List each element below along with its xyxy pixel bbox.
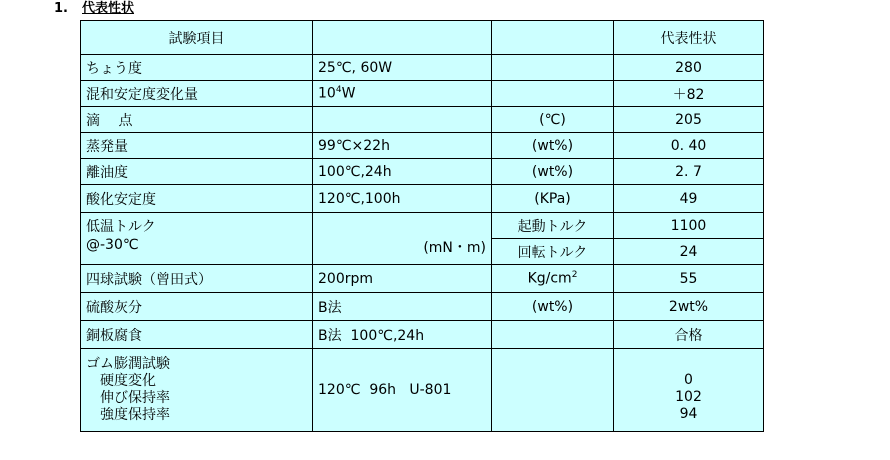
table-row-rubber	[81, 349, 764, 432]
row-condition: B法	[313, 293, 492, 321]
header-item: 試験項目	[81, 21, 313, 55]
row-condition	[313, 81, 492, 107]
table-header-row	[81, 21, 764, 55]
row-item: 離油度	[81, 159, 313, 185]
start-torque-label: 起動トルク	[492, 213, 614, 239]
row-item: 滴 点	[81, 107, 313, 133]
row-value: 55	[614, 265, 764, 293]
table-row	[81, 107, 764, 133]
row-value: 0. 40	[614, 133, 764, 159]
row-condition: 200rpm	[313, 265, 492, 293]
row-unit	[492, 321, 614, 349]
table-row	[81, 185, 764, 213]
rubber-values	[614, 349, 764, 432]
rubber-sub-item: 硬度変化	[100, 373, 156, 389]
row-item: 蒸発量	[81, 133, 313, 159]
table-row	[81, 293, 764, 321]
rubber-value: 102	[675, 388, 702, 405]
row-unit: (℃)	[492, 107, 614, 133]
rubber-item-title: ゴム膨潤試験	[86, 356, 170, 372]
row-condition: B法 100℃,24h	[313, 321, 492, 349]
row-condition	[313, 107, 492, 133]
row-value: ＋82	[614, 81, 764, 107]
table-row	[81, 133, 764, 159]
row-unit	[492, 265, 614, 293]
rubber-unit	[492, 349, 614, 432]
header-value: 代表性状	[614, 21, 764, 55]
table-row-low-temp-start	[81, 213, 764, 239]
low-temp-item	[81, 213, 313, 265]
row-unit: (wt%)	[492, 159, 614, 185]
table-row	[81, 55, 764, 81]
table-row	[81, 81, 764, 107]
rubber-sub-item: 強度保持率	[100, 407, 170, 423]
row-item: 酸化安定度	[81, 185, 313, 213]
section-number: 1.	[54, 1, 68, 16]
condition-superscript: 4	[335, 85, 342, 96]
row-condition: 100℃,24h	[313, 159, 492, 185]
row-unit	[492, 81, 614, 107]
low-temp-unit-label: (mN・m)	[423, 240, 486, 256]
row-item: 銅板腐食	[81, 321, 313, 349]
unit-superscript: 2	[571, 270, 578, 281]
row-unit: (wt%)	[492, 293, 614, 321]
start-torque-value: 1100	[614, 213, 764, 239]
rubber-value: 94	[679, 405, 698, 422]
row-item: 硫酸灰分	[81, 293, 313, 321]
row-unit: (KPa)	[492, 185, 614, 213]
run-torque-value: 24	[614, 239, 764, 265]
unit-base: Kg/cm	[527, 270, 572, 287]
condition-after: W	[341, 85, 356, 102]
table-row	[81, 321, 764, 349]
row-unit	[492, 55, 614, 81]
low-temp-condition	[313, 213, 492, 265]
header-unit	[492, 21, 614, 55]
table-row	[81, 159, 764, 185]
row-value: 205	[614, 107, 764, 133]
header-condition	[313, 21, 492, 55]
section-heading	[54, 0, 134, 18]
condition-base: 10	[318, 85, 336, 102]
rubber-condition: 120℃ 96h U-801	[313, 349, 492, 432]
rubber-sub-item: 伸び保持率	[100, 390, 170, 406]
low-temp-item-line1: 低温トルク	[86, 219, 156, 235]
row-value: 2. 7	[614, 159, 764, 185]
table-row	[81, 265, 764, 293]
row-condition: 25℃, 60W	[313, 55, 492, 81]
section-title: 代表性状	[82, 1, 135, 16]
row-item: 混和安定度変化量	[81, 81, 313, 107]
row-condition: 99℃×22h	[313, 133, 492, 159]
row-unit: (wt%)	[492, 133, 614, 159]
row-value: 合格	[614, 321, 764, 349]
rubber-item	[81, 349, 313, 432]
rubber-value: 0	[684, 371, 693, 388]
properties-table	[80, 20, 764, 432]
row-value: 49	[614, 185, 764, 213]
low-temp-item-line2: @-30℃	[86, 237, 139, 253]
run-torque-label: 回転トルク	[492, 239, 614, 265]
row-value: 280	[614, 55, 764, 81]
row-value: 2wt%	[614, 293, 764, 321]
row-item: ちょう度	[81, 55, 313, 81]
row-condition: 120℃,100h	[313, 185, 492, 213]
row-item: 四球試験（曾田式）	[81, 265, 313, 293]
